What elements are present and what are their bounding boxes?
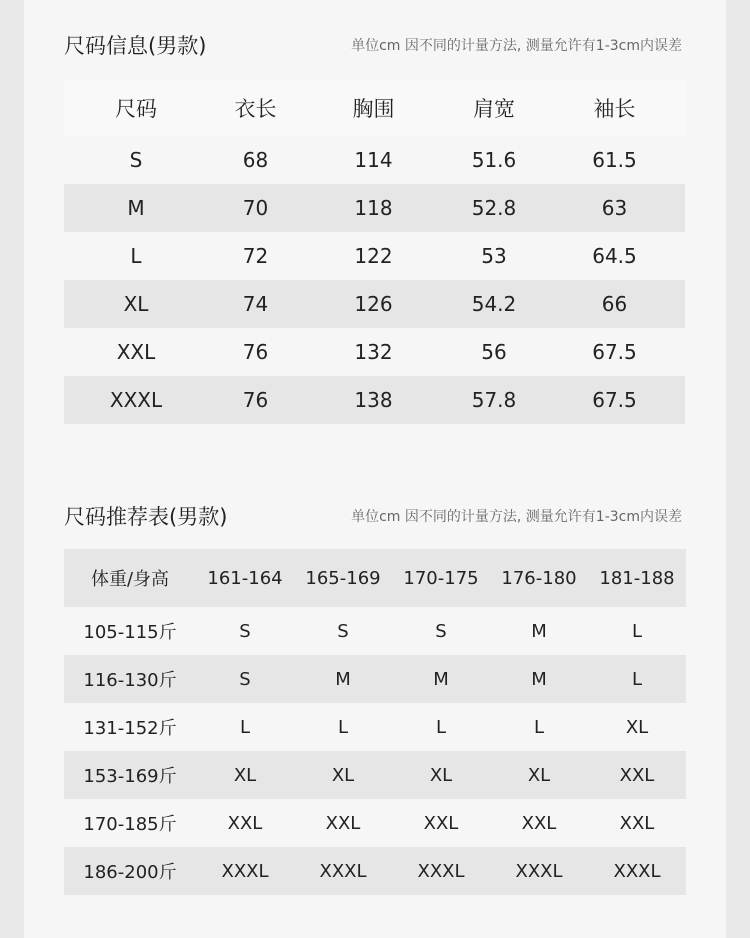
size-recommend-row xyxy=(64,607,686,655)
size-recommend-cell: S xyxy=(435,620,447,642)
size-recommend-cell: XXXL xyxy=(196,847,294,895)
size-recommend-cell: XXL xyxy=(227,812,263,834)
size-info-row xyxy=(64,232,685,280)
size-recommend-note: 单位cm 因不同的计量方法, 测量允许有1-3cm内误差 xyxy=(351,509,682,525)
size-recommend-cell: XL xyxy=(196,751,294,799)
size-recommend-header-cell: 181-188 xyxy=(588,549,686,607)
size-recommend-header xyxy=(64,501,682,531)
size-recommend-cell: L xyxy=(239,716,251,738)
size-recommend-row xyxy=(64,847,686,895)
size-info-cell: 138 xyxy=(303,376,444,424)
size-recommend-cell: XXXL xyxy=(392,847,490,895)
size-info-cell: 114 xyxy=(354,148,393,172)
size-recommend-row xyxy=(64,751,686,799)
size-info-table xyxy=(64,80,685,424)
size-recommend-row-label: 131-152斤 xyxy=(83,718,177,739)
size-info-row-label: XXL xyxy=(116,340,156,364)
size-info-header-cell: 肩宽 xyxy=(444,80,544,136)
size-recommend-header-row xyxy=(64,549,686,607)
size-recommend-cell: L xyxy=(533,716,545,738)
size-recommend-header-cell: 170-175 xyxy=(392,549,490,607)
size-info-row xyxy=(64,184,685,232)
size-recommend-row-label: 153-169斤 xyxy=(64,751,196,799)
size-info-note: 单位cm 因不同的计量方法, 测量允许有1-3cm内误差 xyxy=(351,38,682,54)
size-info-cell: 122 xyxy=(354,244,393,268)
size-recommend-cell: L xyxy=(631,620,643,642)
size-recommend-cell: XXXL xyxy=(490,847,588,895)
size-recommend-cell: XXL xyxy=(325,812,361,834)
size-info-cell: 54.2 xyxy=(444,280,544,328)
size-recommend-row xyxy=(64,655,686,703)
size-info-cell: 132 xyxy=(354,340,393,364)
size-recommend-header-cell: 176-180 xyxy=(490,549,588,607)
size-recommend-cell: M xyxy=(294,655,392,703)
size-info-cell: 72 xyxy=(242,244,269,268)
size-recommend-cell: S xyxy=(196,655,294,703)
size-recommend-cell: L xyxy=(435,716,447,738)
size-info-title: 尺码信息(男款) xyxy=(64,34,207,58)
size-recommend-cell: XXL xyxy=(423,812,459,834)
size-info-cell: 67.5 xyxy=(544,376,685,424)
size-recommend-row xyxy=(64,799,686,847)
size-info-cell: 76 xyxy=(242,340,269,364)
size-info-header xyxy=(64,30,682,60)
size-info-cell: 76 xyxy=(208,376,303,424)
size-info-cell: 61.5 xyxy=(592,148,637,172)
size-info-cell: 53 xyxy=(481,244,507,268)
size-info-row xyxy=(64,136,685,184)
size-info-cell: 63 xyxy=(544,184,685,232)
size-info-row-label: XL xyxy=(64,280,208,328)
size-recommend-header-cell: 165-169 xyxy=(294,549,392,607)
size-info-cell: 74 xyxy=(208,280,303,328)
size-recommend-row-label: 105-115斤 xyxy=(83,622,177,643)
size-recommend-row-label: 170-185斤 xyxy=(83,814,177,835)
size-info-cell: 52.8 xyxy=(444,184,544,232)
size-info-header-cell: 胸围 xyxy=(303,80,444,136)
size-recommend-cell: M xyxy=(490,655,588,703)
size-recommend-row-label: 116-130斤 xyxy=(64,655,196,703)
size-recommend-cell: XL xyxy=(392,751,490,799)
size-info-row-label: S xyxy=(129,148,143,172)
size-recommend-row xyxy=(64,703,686,751)
size-info-row-label: XXXL xyxy=(64,376,208,424)
size-info-header-row xyxy=(64,80,685,136)
size-info-cell: 67.5 xyxy=(592,340,637,364)
size-recommend-header-cell: 体重/身高 xyxy=(64,549,196,607)
size-recommend-cell: L xyxy=(337,716,349,738)
size-recommend-cell: XL xyxy=(294,751,392,799)
size-info-header-cell: 尺码 xyxy=(64,80,208,136)
size-info-header-cell: 袖长 xyxy=(544,80,685,136)
size-recommend-cell: XXXL xyxy=(588,847,686,895)
size-info-cell: 118 xyxy=(303,184,444,232)
size-info-cell: 57.8 xyxy=(444,376,544,424)
size-info-row xyxy=(64,376,685,424)
size-recommend-cell: S xyxy=(239,620,251,642)
size-info-row-label: L xyxy=(130,244,142,268)
size-info-cell: 51.6 xyxy=(471,148,517,172)
size-recommend-cell: M xyxy=(531,620,547,642)
size-recommend-title: 尺码推荐表(男款) xyxy=(64,505,228,529)
size-info-cell: 64.5 xyxy=(592,244,637,268)
size-recommend-cell: M xyxy=(392,655,490,703)
size-info-cell: 56 xyxy=(481,340,507,364)
size-recommend-cell: XL xyxy=(490,751,588,799)
size-recommend-cell: L xyxy=(588,655,686,703)
size-recommend-cell: XL xyxy=(625,716,649,738)
size-recommend-cell: XXXL xyxy=(294,847,392,895)
size-recommend-cell: S xyxy=(337,620,349,642)
size-recommend-cell: XXL xyxy=(588,751,686,799)
size-info-cell: 66 xyxy=(544,280,685,328)
size-info-header-cell: 衣长 xyxy=(208,80,303,136)
size-info-cell: 68 xyxy=(242,148,269,172)
size-recommend-row-label: 186-200斤 xyxy=(64,847,196,895)
size-info-row-label: M xyxy=(64,184,208,232)
size-info-cell: 126 xyxy=(303,280,444,328)
size-info-cell: 70 xyxy=(208,184,303,232)
size-recommend-header-cell: 161-164 xyxy=(196,549,294,607)
size-recommend-cell: XXL xyxy=(619,812,655,834)
size-info-row xyxy=(64,280,685,328)
size-info-row xyxy=(64,328,685,376)
size-recommend-table xyxy=(64,549,686,895)
size-recommend-cell: XXL xyxy=(521,812,557,834)
